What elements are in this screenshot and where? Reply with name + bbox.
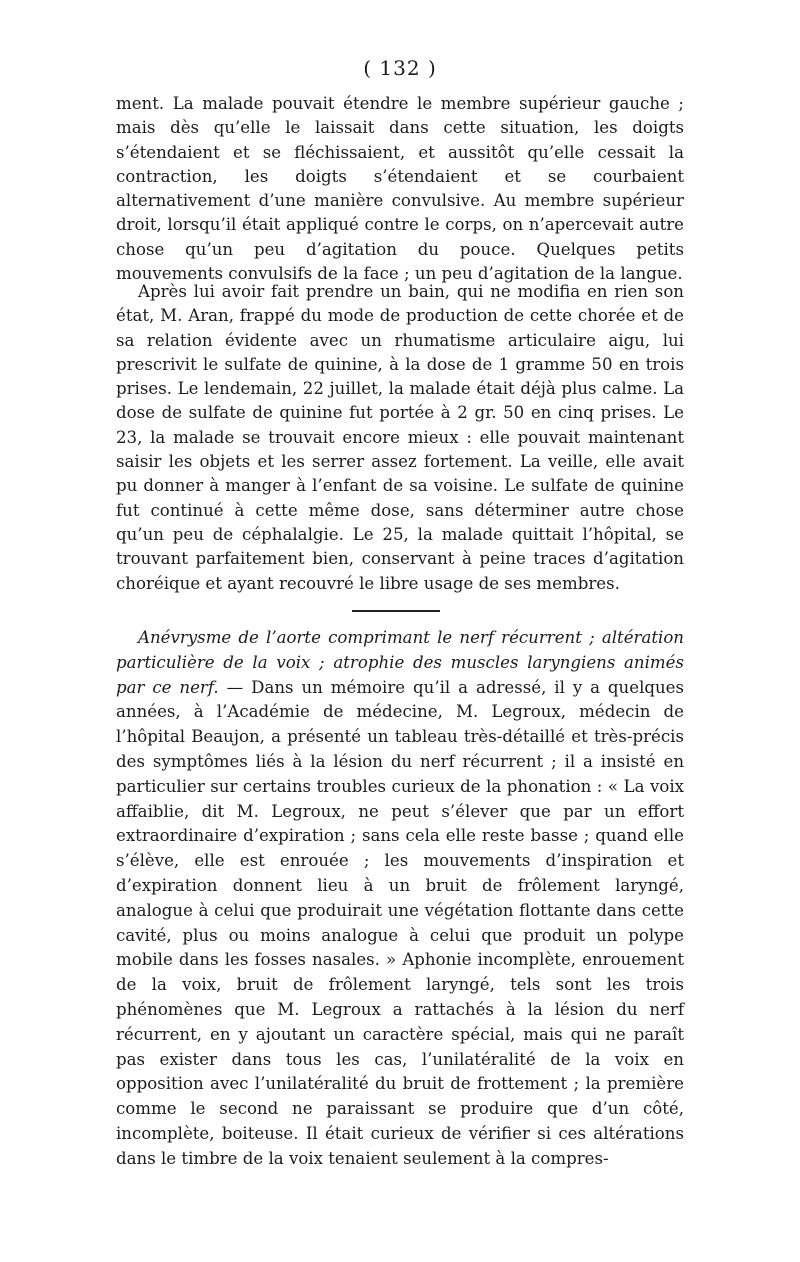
article-paragraph xyxy=(116,626,684,1172)
page-number: ( 132 ) xyxy=(363,56,437,80)
article-body: — Dans un mémoire qu’il a adressé, il y a quelques années, à l’Académie de médecine, M. Legroux, médecin de l’hôpital Beaujon, a présenté un tableau très-détaillé et très-précis des symptômes liés à la lésion du nerf récurrent ; il a insisté en particulier sur certains troubles curieux de la phonation : « La voix affaiblie, dit M. Legroux, ne peut s’élever que par un effort extraordinaire d’expiration ; sans cela elle reste basse ; quand elle s’élève, elle est enrouée ; les mouvements d’inspiration et d’expiration donnent lieu à un bruit de frôlement laryngé, analogue à celui que produirait une végétation flottante dans cette cavité, plus ou moins analogue à celui que produit un polype mobile dans les fosses nasales. » Aphonie incomplète, enrouement de la voix, bruit de frôlement laryngé, tels sont les trois phénomènes que M. Legroux a rattachés à la lésion du nerf récurrent, en y ajoutant un caractère spécial, mais qui ne paraît pas exister dans tous les cas, l’unilatéralité de la voix en opposition avec l’unilatéralité du bruit de frottement ; la première comme le second ne paraissant se produire que d’un côté, incomplète, boiteuse. Il était curieux de vérifier si ces altérations dans le timbre de la voix tenaient seulement à la compres- xyxy=(116,677,685,1168)
article-title: Anévrysme de l’aorte comprimant le nerf récurrent ; altération particulière de la voix ; atrophie des muscles laryngiens animés par ce nerf. xyxy=(116,628,684,697)
section-separator xyxy=(352,610,440,612)
paragraph-continuation: ment. La malade pouvait étendre le membre supérieur gauche ; mais dès qu’elle le laissait dans cette situation, les doigts s’étendaient et se fléchissaient, et aussitôt qu’elle cessait la contraction, les doigts s’étendaient et se courbaient alternativement d’une manière convulsive. Au membre supérieur droit, lorsqu’il était appliqué contre le corps, on n’apercevait autre chose qu’un peu d’agitation du pouce. Quelques petits mouvements convulsifs de la face ; un peu d’agitation de la langue. xyxy=(116,94,684,284)
paragraph-treatment: Après lui avoir fait prendre un bain, qui ne modifia en rien son état, M. Aran, frappé du mode de production de cette chorée et de sa relation évidente avec un rhumatisme articulaire aigu, lui prescrivit le sulfate de quinine, à la dose de 1 gramme 50 en trois prises. Le lendemain, 22 juillet, la malade était déjà plus calme. La dose de sulfate de quinine fut portée à 2 gr. 50 en cinq prises. Le 23, la malade se trouvait encore mieux : elle pouvait maintenant saisir les objets et les serrer assez fortement. La veille, elle avait pu donner à manger à l’enfant de sa voisine. Le sulfate de quinine fut continué à cette même dose, sans déterminer autre chose qu’un peu de céphalalgie. Le 25, la malade quittait l’hôpital, se trouvant parfaitement bien, conservant à peine traces d’agitation choréique et ayant recouvré le libre usage de ses membres. xyxy=(116,282,684,593)
